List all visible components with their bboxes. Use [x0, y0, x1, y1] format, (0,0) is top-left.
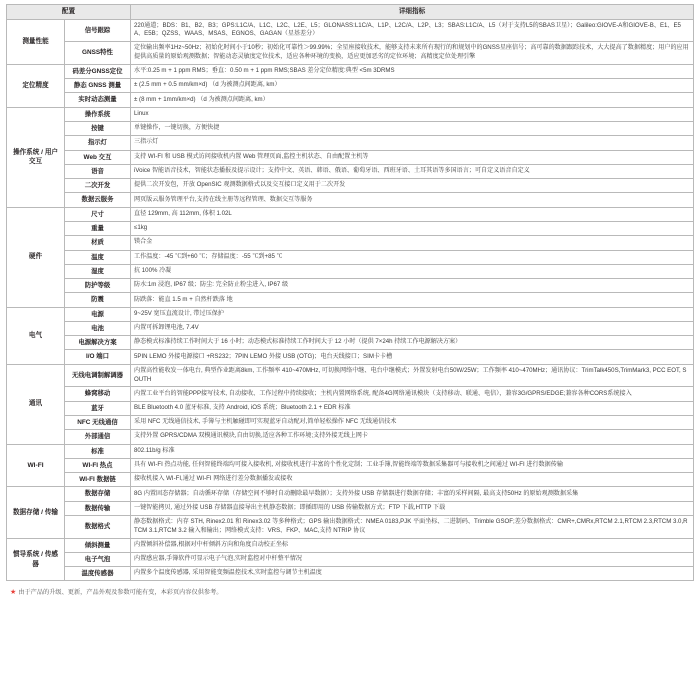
table-row [7, 19, 694, 42]
row-label: 防震 [65, 293, 131, 307]
table-row [7, 193, 694, 207]
row-value: 9~25V 宽压直流设计, 带过压保护 [131, 307, 694, 321]
table-row [7, 264, 694, 278]
row-label: 数据格式 [65, 515, 131, 538]
row-label: WI-FI 热点 [65, 458, 131, 472]
table-row [7, 458, 694, 472]
row-label: GNSS特性 [65, 42, 131, 65]
row-value: 内置多个温度传感器, 采用智能变频温控技术,实时监控与调节主机温度 [131, 567, 694, 581]
table-row [7, 236, 694, 250]
footnote-text: 由于产品的升级、更新，产品外观及参数可能有变，本彩页内容仅供参考。 [18, 589, 223, 597]
table-row [7, 93, 694, 107]
row-label: 操作系统 [65, 107, 131, 121]
row-label: 实时动态测量 [65, 93, 131, 107]
header-details: 详细指标 [131, 5, 694, 20]
table-body [7, 19, 694, 581]
table-row [7, 150, 694, 164]
row-value: 防水:1m 浸泡, IP67 级；防尘: 完全防止粉尘进入, IP67 级 [131, 279, 694, 293]
table-row [7, 293, 694, 307]
row-label: 静态 GNSS 测量 [65, 79, 131, 93]
asterisk-icon: ★ [10, 589, 17, 597]
group-label-os: 操作系统 / 用户交互 [7, 107, 65, 207]
row-value: 防跌落：能直 1.5 m + 自然杆跌落 地 [131, 293, 694, 307]
table-row [7, 136, 694, 150]
row-value: ≤1kg [131, 221, 694, 235]
row-label: 防护等级 [65, 279, 131, 293]
row-value: 内置可拆卸锂电池, 7.4V [131, 321, 694, 335]
row-value: 220通道；BDS：B1、B2、B3；GPS:L1C/A、L1C、L2C、L2E、L5；GLONASS:L1C/A、L1P、L2C/A、L2P、L3；SBAS:L1C/A、L5（对于支持L5的SBAS卫星）；Galileo:GIOVE-A和GIOVE-B、E1、E5A、E5B；QZSS、WAAS、MSAS、EGNOS、GAGAN（星基差分） [131, 19, 694, 42]
row-label: 电源 [65, 307, 131, 321]
table-row [7, 567, 694, 581]
table-row [7, 107, 694, 121]
row-value: 网页版云服务管理平台,支持在线主册等远程管理、数据交互等服务 [131, 193, 694, 207]
row-label: 指示灯 [65, 136, 131, 150]
table-row [7, 64, 694, 78]
row-label: 信号跟踪 [65, 19, 131, 42]
row-label: 无线电调制解调器 [65, 364, 131, 387]
row-label: 蓝牙 [65, 401, 131, 415]
row-label: 数据存储 [65, 487, 131, 501]
row-value: iVoice 智能语音技术，智能状态播报及提示设计；支持中文、英语、韩语、俄语、葡萄牙语、西班牙语、土耳其语等多国语言；可自定义语音自定义 [131, 164, 694, 178]
row-label: 温度 [65, 250, 131, 264]
row-label: 电源解决方案 [65, 336, 131, 350]
table-row [7, 401, 694, 415]
table-row [7, 42, 694, 65]
row-value: ± (2.5 mm + 0.5 mm/km×d) （d 为被测点间距离, km） [131, 79, 694, 93]
row-label: 二次开发 [65, 179, 131, 193]
table-row [7, 350, 694, 364]
group-label-wifi: WI-FI [7, 444, 65, 487]
table-header-row [7, 5, 694, 20]
group-label-accuracy: 定位精度 [7, 64, 65, 107]
row-label: 语音 [65, 164, 131, 178]
table-row [7, 250, 694, 264]
table-row [7, 387, 694, 401]
table-row [7, 364, 694, 387]
row-value: 水平:0.25 m + 1 ppm RMS；垂直：0.50 m + 1 ppm RMS;SBAS 差分定位精度:典型 <5m 3DRMS [131, 64, 694, 78]
row-label: I/O 端口 [65, 350, 131, 364]
row-value: 内置高性能收发一体电台, 典型作业距离8km, 工作频率 410~470MHz, 可切换网络中继、电台中继模式；外置发射电台50W/25W；工作频率 410~470MHz；通讯协议：TrimTalk450S,TrimMark3, PCC EOT, SOUTH [131, 364, 694, 387]
row-value: 内置倾斜补偿器,根据对中杆倾斜方向和角度自动校正坐标 [131, 538, 694, 552]
row-label: 标准 [65, 444, 131, 458]
row-label: 材质 [65, 236, 131, 250]
group-label-communication: 通讯 [7, 364, 65, 444]
row-value: 工作温度：-45 ℃到+60 ℃；存储温度：-55 ℃到+85 ℃ [131, 250, 694, 264]
table-row [7, 552, 694, 566]
row-value: 提供二次开发包，开放 OpenSIC 观测数据格式以及交互接口定义用于二次开发 [131, 179, 694, 193]
row-value: ± (8 mm + 1mm/km×d) （d 为被测点间距离, km） [131, 93, 694, 107]
row-value: 采用 NFC 无线通信技术, 手簿与主机触碰即可实现蓝牙自动配对,简单轻松操作 NFC 无线通信技术 [131, 415, 694, 429]
header-config: 配置 [7, 5, 131, 20]
table-row [7, 79, 694, 93]
row-label: Web 交互 [65, 150, 131, 164]
table-row [7, 487, 694, 501]
group-label-storage: 数据存储 / 传输 [7, 487, 65, 538]
row-label: 电池 [65, 321, 131, 335]
table-row [7, 538, 694, 552]
row-label: 重量 [65, 221, 131, 235]
specification-table [6, 4, 694, 581]
row-value: 一键智能拷贝, 通过外接 USB 存储器直接导出主机静态数据；即插即用的 USB 传输数据方式；FTP 下载,HTTP 下载 [131, 501, 694, 515]
row-label: 码差分GNSS定位 [65, 64, 131, 78]
row-label: 数据传输 [65, 501, 131, 515]
table-row [7, 473, 694, 487]
row-value: BLE Bluetooth 4.0 蓝牙标准, 支持 Android, iOS 系统；Bluetooth 2.1 + EDR 标准 [131, 401, 694, 415]
table-row [7, 307, 694, 321]
row-value: 三指示灯 [131, 136, 694, 150]
row-label: WI-FI 数据链 [65, 473, 131, 487]
row-value: Linux [131, 107, 694, 121]
group-label-electrical: 电气 [7, 307, 65, 364]
table-row [7, 221, 694, 235]
table-row [7, 515, 694, 538]
row-value: 镁合金 [131, 236, 694, 250]
row-label: 尺寸 [65, 207, 131, 221]
row-label: 外部通信 [65, 430, 131, 444]
row-value: 单键操作，一键切换，方便快捷 [131, 121, 694, 135]
table-row [7, 321, 694, 335]
row-label: 倾斜测量 [65, 538, 131, 552]
row-label: 湿度 [65, 264, 131, 278]
table-row [7, 121, 694, 135]
group-label-ins: 惯导系统 / 传感器 [7, 538, 65, 581]
row-label: 数据云服务 [65, 193, 131, 207]
table-row [7, 164, 694, 178]
row-value: 静态模式标准持续工作时间大于 16 小时；动态模式标准持续工作时间大于 12 小时（提供 7×24h 持续工作电源解决方案） [131, 336, 694, 350]
table-row [7, 207, 694, 221]
row-value: 抗 100% 冷凝 [131, 264, 694, 278]
row-value: 具有 WI-FI 热点功能, 任何智能终端均可接入接收机, 对接收机进行丰富的个性化定制；工业手簿,智能终端等数据采集器可与接收机之间通过 WI-FI 进行数据传输 [131, 458, 694, 472]
row-value: 内置感应器,手簿软件可显示电子气泡,实时监控对中杆整平情况 [131, 552, 694, 566]
table-row [7, 501, 694, 515]
row-value: 直径 129mm, 高 112mm, 体积 1.02L [131, 207, 694, 221]
row-label: NFC 无线通信 [65, 415, 131, 429]
row-label: 温度传感器 [65, 567, 131, 581]
row-value: 内置工业平台的智能PPP接写技术, 自动接收、工作过程中持续接收；主机内置网络系统, 配备4G网络通讯模块（支持移动、联通、电信），兼容3G/GPRS/EDGE;兼容各种CORS系统接入 [131, 387, 694, 401]
row-value: 定位输出频率1Hz~50Hz；初始化时间小于10秒；初始化可靠性＞99.99%；全星座接收技术，能够支持未来所有现行的和规划中的GNSS星座信号；高可靠的数据跟踪技术，大大提高了数据精度；用户的应用提供高质量的原始观测数据；智能动态灵敏度定位技术，适应各种环境的变换，适应更加恶劣的定位环境；高精度定位处理引擎 [131, 42, 694, 65]
group-label-measurement: 测量性能 [7, 19, 65, 64]
row-value: 接收机接入 WI-FI,通过 WI-FI 网络进行差分数据播发或接收 [131, 473, 694, 487]
row-label: 按键 [65, 121, 131, 135]
row-value: 支持外置 GPRS/CDMA 双模通讯模块,自由切换,适应各种工作环境;支持外接无线上网卡 [131, 430, 694, 444]
footnote [6, 587, 694, 598]
row-label: 电子气泡 [65, 552, 131, 566]
row-value: 支持 WI-FI 和 USB 模式访问接收机内置 Web 管理页面,监控主机状态、自由配置主机等 [131, 150, 694, 164]
row-value: 802.11b/g 标准 [131, 444, 694, 458]
row-value: 静态数据格式：内存 STH, Rinex2.01 和 Rinex3.02 等多种格式；GPS 输出数据格式：NMEA 0183,PJK 平面坐标、二进制码、Trimble GSOF;差分数据格式：CMR+,CMRx,RTCM 2.1,RTCM 2.3,RTCM 3.0,RTCM 3.1,RTCM 3.2 输入和输出；网络模式支持：VRS、FKP、MAC,支持 NTRIP 协议 [131, 515, 694, 538]
row-value: 5PIN LEMO 外接电源接口 +RS232；7PIN LEMO 外接 USB (OTG)；电台天线接口；SIM卡卡槽 [131, 350, 694, 364]
table-row [7, 415, 694, 429]
group-label-hardware: 硬件 [7, 207, 65, 307]
row-value: 8G 内置固态存储器；自动循环存储（存储空间不够时自动删除最早数据）；支持外接 USB 存储器进行数据存储；丰富的采样间隔, 最高支持50Hz 的原始观测数据采集 [131, 487, 694, 501]
table-row [7, 444, 694, 458]
table-row [7, 179, 694, 193]
table-row [7, 279, 694, 293]
table-row [7, 336, 694, 350]
row-label: 蜂窝移动 [65, 387, 131, 401]
table-header [7, 5, 694, 20]
table-row [7, 430, 694, 444]
